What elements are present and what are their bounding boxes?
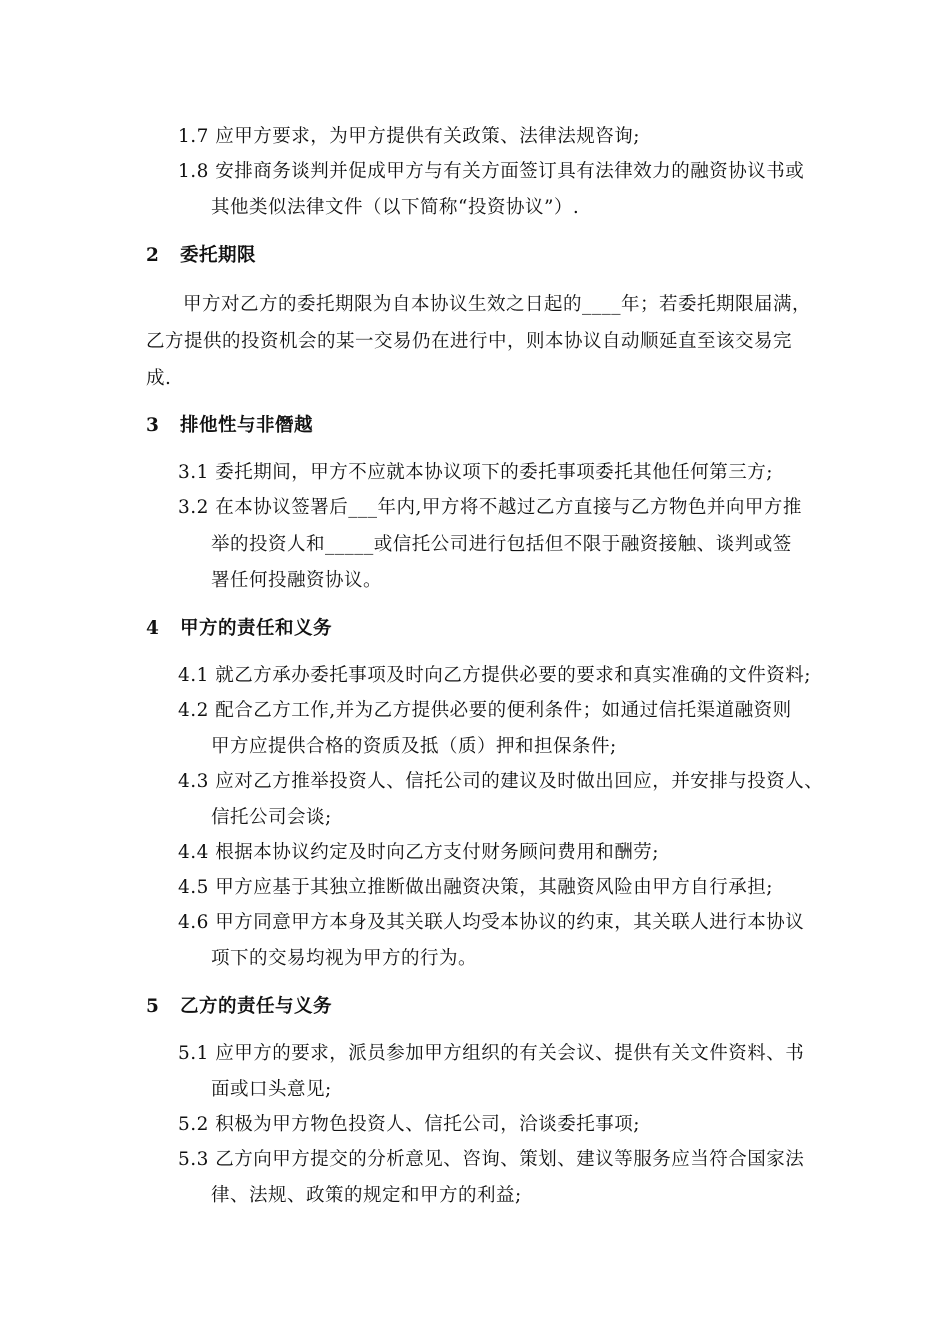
section-2-para-line1: 甲方对乙方的委托期限为自本协议生效之日起的____年；若委托期限届满， — [183, 294, 812, 315]
clause-3-2-line1: 3.2 在本协议签署后___年内,甲方将不越过乙方直接与乙方物色并向甲方推 — [178, 497, 802, 518]
section-4-title: 甲方的责任和义务 — [180, 618, 333, 639]
clause-4-3-line2: 信托公司会谈; — [211, 807, 332, 828]
section-2-para-line2: 乙方提供的投资机会的某一交易仍在进行中，则本协议自动顺延直至该交易完 — [146, 331, 793, 352]
section-3-number: 3 — [146, 415, 160, 436]
section-5-number: 5 — [146, 996, 160, 1017]
clause-1-8-line1: 1.8 安排商务谈判并促成甲方与有关方面签订具有法律效力的融资协议书或 — [178, 161, 805, 182]
clause-5-3-line2: 律、法规、政策的规定和甲方的利益; — [211, 1185, 522, 1206]
clause-4-2-line1: 4.2 配合乙方工作,并为乙方提供必要的便利条件；如通过信托渠道融资则 — [178, 700, 792, 721]
section-3-title: 排他性与非僭越 — [180, 415, 314, 436]
clause-4-5: 4.5 甲方应基于其独立推断做出融资决策，其融资风险由甲方自行承担; — [178, 877, 774, 898]
clause-5-1-line1: 5.1 应甲方的要求，派员参加甲方组织的有关会议、提供有关文件资料、书 — [178, 1043, 805, 1064]
clause-4-3-line1: 4.3 应对乙方推举投资人、信托公司的建议及时做出回应，并安排与投资人、 — [178, 771, 824, 792]
section-5-heading — [146, 995, 332, 1019]
clause-3-2-line3: 署任何投融资协议。 — [211, 570, 383, 591]
clause-1-8-line2: 其他类似法律文件（以下简称“投资协议”）. — [211, 197, 580, 218]
clause-5-2: 5.2 积极为甲方物色投资人、信托公司，洽谈委托事项; — [178, 1114, 641, 1135]
clause-4-6-line1: 4.6 甲方同意甲方本身及其关联人均受本协议的约束，其关联人进行本协议 — [178, 912, 805, 933]
clause-1-7: 1.7 应甲方要求，为甲方提供有关政策、法律法规咨询; — [178, 126, 641, 147]
section-2-para-line3: 成. — [146, 368, 172, 389]
clause-5-1-line2: 面或口头意见; — [211, 1079, 332, 1100]
section-5-title: 乙方的责任与义务 — [180, 996, 333, 1017]
clause-5-3-line1: 5.3 乙方向甲方提交的分析意见、咨询、策划、建议等服务应当符合国家法 — [178, 1149, 805, 1170]
section-2-number: 2 — [146, 245, 160, 266]
clause-4-1: 4.1 就乙方承办委托事项及时向乙方提供必要的要求和真实准确的文件资料; — [178, 665, 812, 686]
section-4-heading — [146, 617, 332, 641]
section-2-title: 委托期限 — [180, 245, 257, 266]
section-3-heading — [146, 414, 313, 438]
clause-4-2-line2: 甲方应提供合格的资质及抵（质）押和担保条件; — [211, 736, 617, 757]
clause-4-6-line2: 项下的交易均视为甲方的行为。 — [211, 948, 478, 969]
clause-4-4: 4.4 根据本协议约定及时向乙方支付财务顾问费用和酬劳; — [178, 842, 660, 863]
section-2-heading — [146, 244, 256, 268]
section-4-number: 4 — [146, 618, 160, 639]
clause-3-1: 3.1 委托期间，甲方不应就本协议项下的委托事项委托其他任何第三方; — [178, 462, 774, 483]
clause-3-2-line2: 举的投资人和_____或信托公司进行包括但不限于融资接触、谈判或签 — [211, 534, 792, 555]
